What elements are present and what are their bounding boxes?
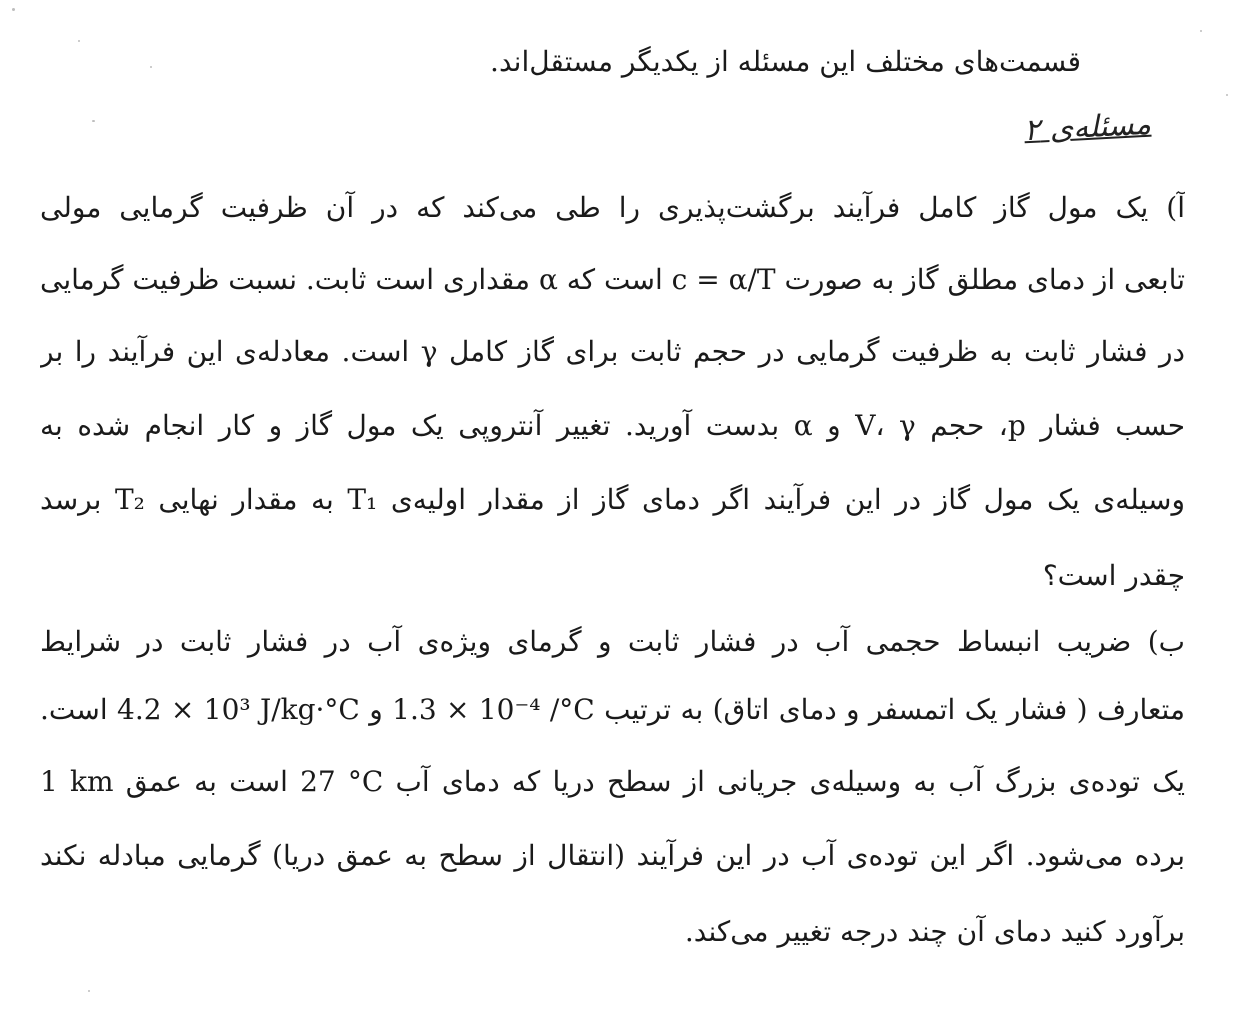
- scan-speck: [1200, 30, 1202, 32]
- paragraph-a-line-2: تابعی از دمای مطلق گاز به صورت c = α/T است که α مقداری است ثابت. نسبت ظرفیت گرمایی: [40, 263, 1185, 296]
- handwritten-note-text: مسئله‌ی ۲: [1023, 106, 1152, 149]
- handwritten-problem-number: [1023, 105, 1152, 152]
- paragraph-a-line-4: حسب فشار p، حجم V، γ و α بدست آورید. تغییر آنتروپی یک مول گاز و کار انجام شده به: [40, 409, 1185, 442]
- paragraph-a-line-5: وسیله‌ی یک مول گاز در این فرآیند اگر دمای گاز از مقدار اولیه‌ی T₁ به مقدار نهایی T₂ برسد: [40, 483, 1185, 516]
- scan-speck: [12, 8, 15, 11]
- scan-speck: [1226, 94, 1228, 96]
- scan-speck: [150, 66, 152, 68]
- paragraph-b-line-2: متعارف ( فشار یک اتمسفر و دمای اتاق) به ترتیب ‎1.3 × 10⁻⁴ /°C‎ و ‎4.2 × 10³ J/kg·°C‎ است.: [40, 693, 1185, 726]
- paragraph-a-line-3: در فشار ثابت به ظرفیت گرمایی در حجم ثابت برای گاز کامل γ است. معادله‌ی این فرآیند را بر: [40, 335, 1185, 368]
- scan-speck: [88, 990, 90, 992]
- scan-speck: [92, 120, 95, 122]
- intro-sentence: قسمت‌های مختلف این مسئله از یکدیگر مستقل‌اند.: [490, 45, 1081, 78]
- scan-speck: [78, 40, 80, 42]
- paragraph-b-line-5: برآورد کنید دمای آن چند درجه تغییر می‌کند.: [684, 915, 1185, 948]
- paragraph-b-line-1: ب) ضریب انبساط حجمی آب در فشار ثابت و گرمای ویژه‌ی آب در فشار ثابت در شرایط: [40, 625, 1185, 658]
- paragraph-b-line-3: یک توده‌ی بزرگ آب به وسیله‌ی جریانی از سطح دریا که دمای آب ‎27 °C‎ است به عمق ‎1 km‎: [40, 765, 1185, 798]
- paragraph-b-line-4: برده می‌شود. اگر این توده‌ی آب در این فرآیند (انتقال از سطح به عمق دریا) گرمایی مبادله نکند: [40, 839, 1185, 872]
- paragraph-a-line-6: چقدر است؟: [1042, 559, 1185, 592]
- paragraph-a-line-1: آ) یک مول گاز کامل فرآیند برگشت‌پذیری را طی می‌کند که در آن ظرفیت گرمایی مولی: [40, 191, 1185, 224]
